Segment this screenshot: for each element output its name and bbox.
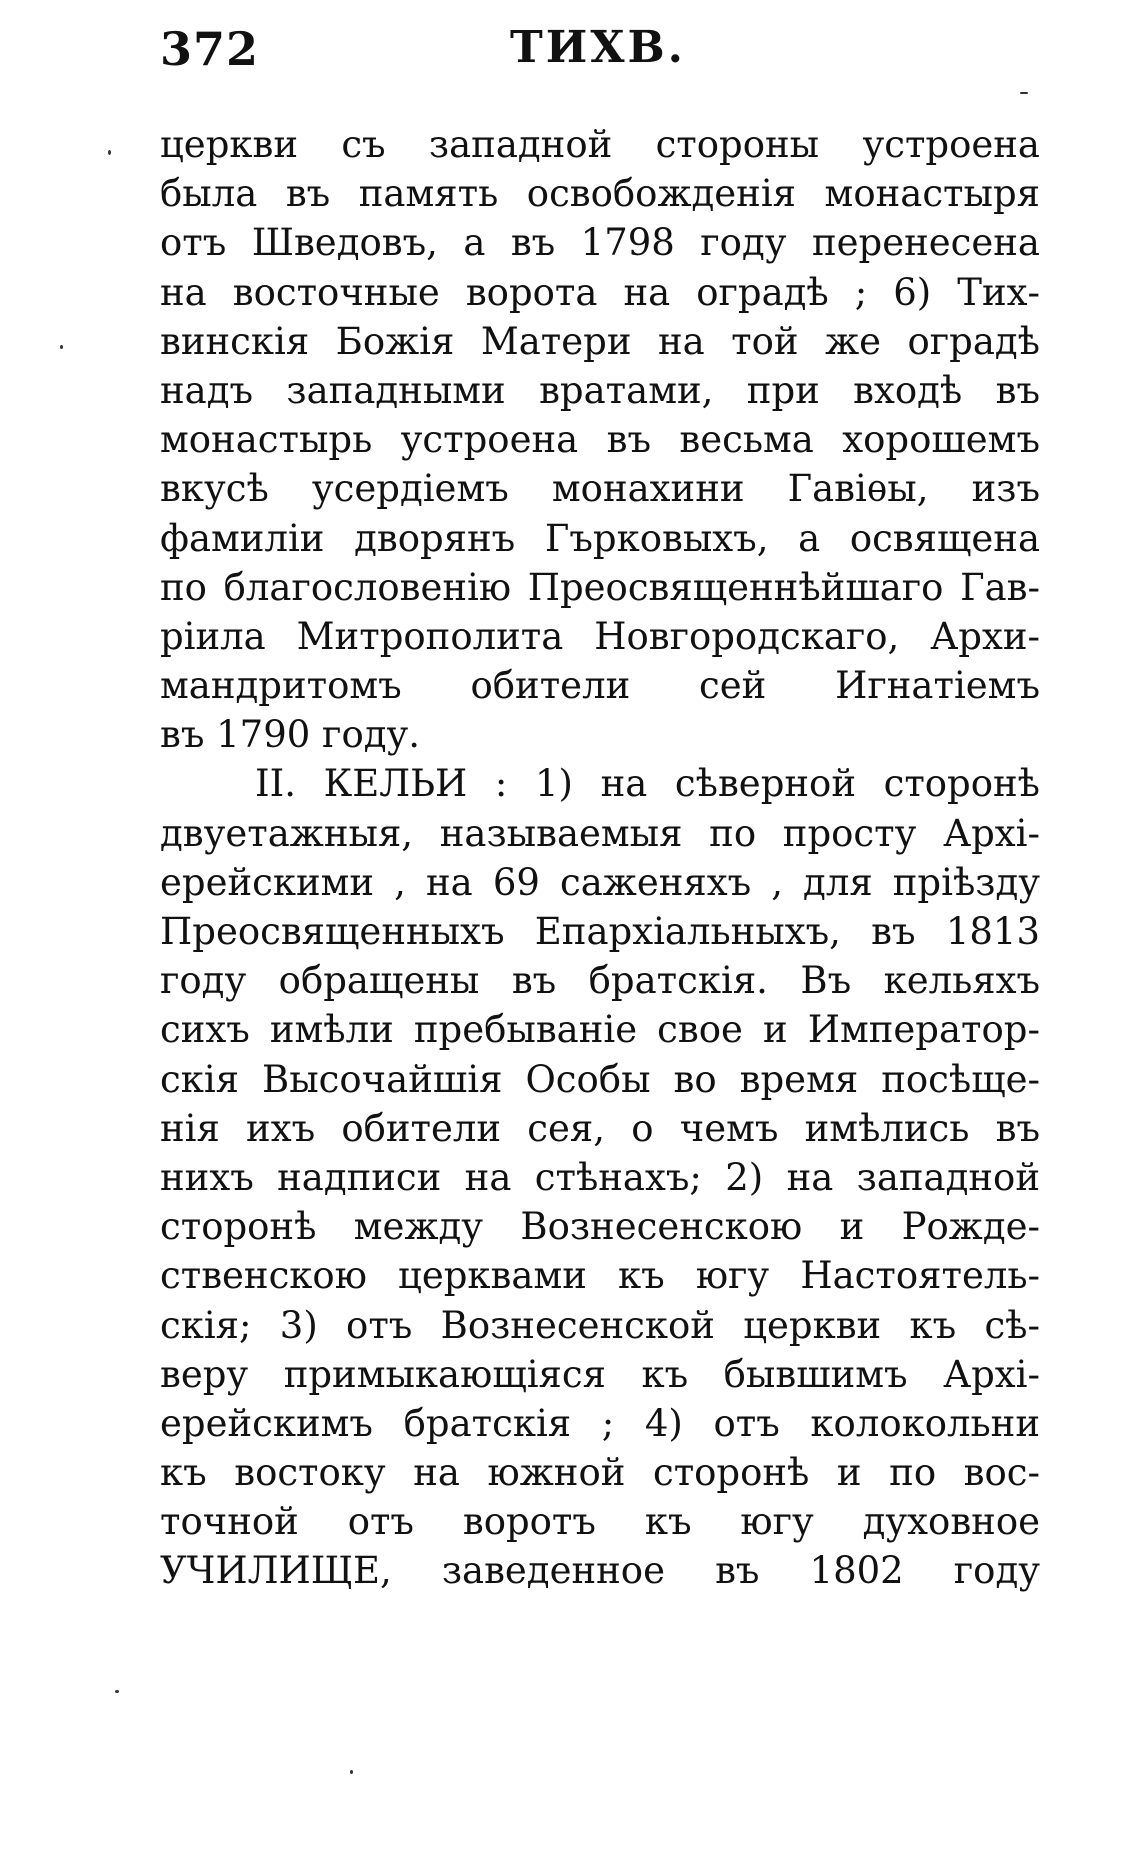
text-line: на восточные ворота на оградѣ ; 6) Тих-	[160, 270, 1040, 314]
text-line: была въ память освобожденія монастыря	[160, 172, 1040, 216]
text-line: монастырь устроена въ весьма хорошемъ	[160, 418, 1040, 462]
text-line: скія; 3) отъ Вознесенской церкви къ сѣ-	[160, 1303, 1040, 1347]
text-line: году обращены въ братскія. Въ кельяхъ	[160, 959, 1040, 1003]
text-line: нія ихъ обители сея, о чемъ имѣлись въ	[160, 1106, 1040, 1150]
text-line: вкусѣ усердіемъ монахини Гавіѳы, изъ	[160, 467, 1040, 511]
text-line: отъ Шведовъ, а въ 1798 году перенесена	[160, 221, 1040, 265]
text-line: въ 1790 году.	[160, 713, 421, 757]
scan-speck	[115, 1690, 119, 1693]
body-text	[160, 120, 1040, 1596]
text-line: церкви съ западной стороны устроена	[160, 123, 1040, 166]
text-line: ерейскими , на 69 саженяхъ , для пріѣзду	[160, 860, 1040, 904]
text-line: точной отъ воротъ къ югу духовное	[160, 1500, 1040, 1544]
text-line: двуетажныя, называемыя по просту Архі-	[160, 811, 1040, 855]
scan-speck	[1020, 92, 1028, 94]
text-line: сторонѣ между Вознесенскою и Рожде-	[160, 1205, 1040, 1249]
page-number: 372	[160, 22, 260, 76]
text-line: ственскою церквами къ югу Настоятель-	[160, 1254, 1040, 1298]
text-line: нихъ надписи на стѣнахъ; 2) на западной	[160, 1155, 1040, 1199]
text-line: винскія Божія Матери на той же оградѣ	[160, 319, 1040, 363]
text-line: ерейскимъ братскія ; 4) отъ колокольни	[160, 1401, 1040, 1445]
page-header	[160, 22, 1040, 92]
text-line: сихъ имѣли пребываніе свое и Император-	[160, 1008, 1040, 1052]
text-line: къ востоку на южной сторонѣ и по вос-	[160, 1451, 1040, 1495]
text-line: надъ западными вратами, при входѣ въ	[160, 368, 1040, 412]
scan-speck	[350, 1770, 353, 1774]
text-line: II. КЕЛЬИ : 1) на сѣверной сторонѣ	[255, 762, 1040, 806]
text-line: фамиліи дворянъ Гърковыхъ, а освящена	[160, 516, 1040, 560]
text-line: по благословенію Преосвященнѣйшаго Гав-	[160, 565, 1040, 609]
text-line: ріила Митрополита Новгородскаго, Архи-	[160, 614, 1040, 658]
running-head: ТИХВ.	[510, 22, 686, 73]
text-line: Преосвященныхъ Епархіальныхъ, въ 1813	[160, 910, 1040, 953]
text-line: УЧИЛИЩЕ, заведенное въ 1802 году	[160, 1549, 1040, 1593]
text-line: веру примыкающіяся къ бывшимъ Архі-	[160, 1352, 1040, 1396]
text-line: мандритомъ обители сей Игнатіемъ	[160, 664, 1040, 708]
text-line: скія Высочайшія Особы во время посѣще-	[160, 1057, 1040, 1101]
scan-speck	[60, 345, 63, 349]
scan-speck	[108, 150, 111, 155]
